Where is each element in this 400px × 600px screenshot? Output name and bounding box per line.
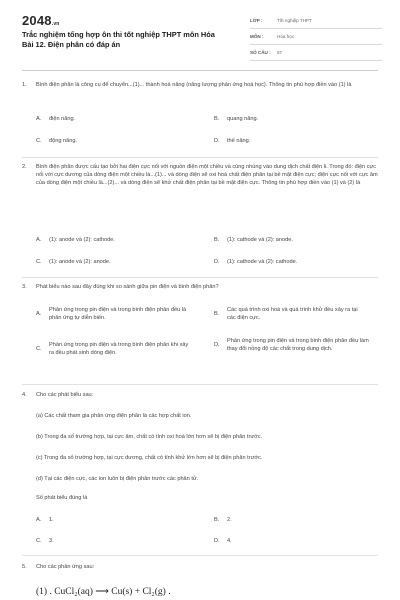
option-4b[interactable]: B. 2.: [214, 517, 232, 523]
option-1d[interactable]: D. thế năng.: [214, 138, 251, 144]
statement-d: (d) Tại các điện cực, các ion luôn bị điện phân trước các phân tử.: [36, 476, 199, 482]
option-4d[interactable]: D. 4.: [214, 538, 232, 544]
option-1c[interactable]: C. động năng.: [36, 138, 77, 144]
option-3d[interactable]: D. Phản ứng trong pin điện và trong bình điện phân đều làm thay đổi nồng độ các chất trong dung dịch.: [214, 338, 369, 352]
statement-b: (b) Trong đa số trường hợp, tại cực âm, chất có tính oxi hoá lớn hơn sẽ bị điện phân trước.: [36, 434, 263, 440]
reaction-equation: (1) . CuCl₂(aq) ⟶ Cu(s) + Cl₂(g) .: [36, 587, 171, 597]
option-2d[interactable]: D. (1): cathode và (2): cathode.: [214, 259, 298, 265]
header-rule: [22, 70, 378, 71]
meta-row-class: LỚP : Tốt nghiệp THPT: [250, 13, 382, 29]
question-2: 2. Bình điện phân được cấu tạo bởi hai điện cực nối với nguồn điện một chiều và cùng nhúng vào dung dịch chất điện li. Trong đó: điện cực nối với cực dương của dòng điện một chiều là...(1)... và dòng điện sẽ oxi hoá chất điện phân tại bề mặt điện cực; điện cực nối với cực âm của dòng điện một chiều là...(2)... và dòng điện sẽ khử chất điện phân tại bề mặt điện cực. Thông tin phù hợp điền vào (1) và (2) là: [22, 164, 378, 186]
divider: [22, 555, 378, 556]
option-2a[interactable]: A. (1): anode và (2): cathode.: [36, 237, 115, 243]
option-3c[interactable]: C. Phản ứng trong pin điện và trong bình điện phân khi xảy ra đều phát sinh dòng điện.: [36, 342, 189, 356]
question-4: 4. Cho các phát biểu sau:: [22, 392, 94, 398]
meta-row-count: SỐ CÂU : 67: [250, 45, 382, 61]
logo: 2048.vn: [22, 13, 60, 28]
statement-c: (c) Trong đa số trường hợp, tại cực dương, chất có tính khử lớn hơn sẽ bị điện phân trước.: [36, 455, 263, 461]
divider: [22, 277, 378, 278]
question-4-prompt: Số phát biểu đúng là: [36, 495, 88, 501]
option-3a[interactable]: A. Phản ứng trong pin điện và trong bình điện phân đều là phản ứng tự diễn biến.: [36, 307, 187, 321]
option-1b[interactable]: B. quang năng.: [214, 116, 259, 122]
option-4a[interactable]: A. 1.: [36, 517, 54, 523]
option-2c[interactable]: C. (1): anode và (2): anode.: [36, 259, 111, 265]
divider: [22, 157, 378, 158]
question-5: 5. Cho các phản ứng sau:: [22, 564, 95, 570]
meta-row-subject: MÔN : Hóa học: [250, 29, 382, 45]
option-2b[interactable]: B. (1): cathode và (2): anode.: [214, 237, 293, 243]
divider: [22, 384, 378, 385]
option-3b[interactable]: B. Các quá trình oxi hoá và quá trình khử đều xảy ra tại các điện cực.: [214, 307, 358, 321]
question-1: 1. Bình điện phân là công cụ để chuyển...(1)... thành hoá năng (năng lượng phản ứng hoá học). Thông tin phù hợp điền vào (1) là: [22, 82, 352, 88]
option-4c[interactable]: C. 3.: [36, 538, 54, 544]
document-title: Trắc nghiệm tổng hợp ôn thi tốt nghiệp THPT môn Hóa Bài 12. Điện phân có đáp án: [22, 30, 215, 49]
meta-table: [250, 13, 382, 61]
page-header: [0, 0, 400, 70]
option-1a[interactable]: A. điện năng.: [36, 116, 76, 122]
question-3: 3. Phát biểu nào sau đây đúng khi so sánh giữa pin điện và bình điện phân?: [22, 284, 219, 290]
statement-a: (a) Các chất tham gia phản ứng điện phân là các hợp chất ion.: [36, 413, 192, 419]
